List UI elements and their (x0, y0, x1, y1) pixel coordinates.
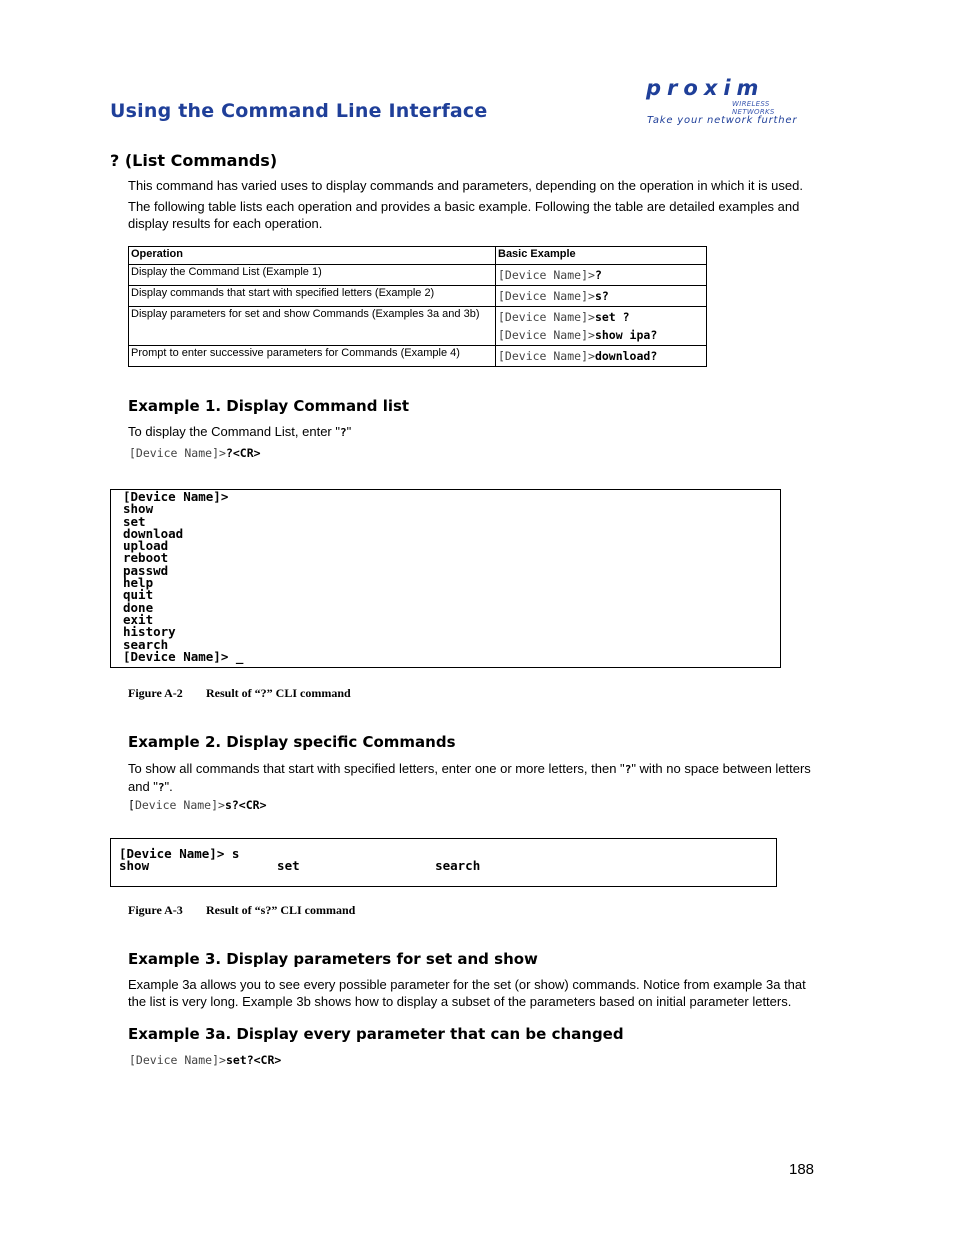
example2-text: To show all commands that start with specified letters, enter one or more letters, then "?" with no space between letters and "?". (128, 761, 811, 794)
figure-a2-caption: Figure A-2 Result of “?” CLI command (128, 686, 351, 700)
table-row (129, 286, 707, 307)
table-header-row (129, 247, 707, 265)
table-header-operation: Operation (129, 247, 496, 265)
chapter-title: Using the Command Line Interface (110, 100, 488, 122)
table-cell-operation: Display parameters for set and show Commands (Examples 3a and 3b) (131, 308, 480, 320)
table-cell-example: [Device Name]>download? (498, 349, 658, 363)
page-number: 188 (789, 1161, 815, 1178)
example1-text: To display the Command List, enter "?" (128, 424, 352, 439)
proxim-logo (640, 70, 810, 130)
section-intro-paragraph: This command has varied uses to display commands and parameters, depending on the operation in which it is used. (128, 178, 803, 193)
example2-title: Example 2. Display specific Commands (128, 733, 456, 751)
table-cell-operation: Prompt to enter successive parameters for Commands (Example 4) (131, 347, 460, 359)
figure-a3-caption: Figure A-3 Result of “s?” CLI command (128, 903, 356, 917)
logo-tagline: Take your network further (647, 115, 798, 126)
section-title: ? (List Commands) (110, 151, 278, 170)
example3a-title: Example 3a. Display every parameter that can be changed (128, 1025, 624, 1043)
example2-command: [Device Name]>s?<CR> (128, 798, 267, 812)
table-row (129, 265, 707, 286)
table-cell-example: [Device Name]>show ipa? (498, 328, 658, 342)
example1-title: Example 1. Display Command list (128, 397, 410, 415)
table-cell-example: [Device Name]>set ? (498, 310, 630, 324)
terminal-text: [Device Name]> show set download upload reboot passwd help quit done exit history search [Device Name]> _ (123, 489, 244, 664)
example1-command: [Device Name]>?<CR> (129, 446, 261, 460)
operations-table (128, 246, 707, 367)
terminal-text: [Device Name]> s show set search (119, 846, 481, 874)
example1-terminal-output (110, 489, 781, 668)
example3a-command: [Device Name]>set?<CR> (129, 1053, 282, 1067)
logo-subtitle: WIRELESS NETWORKS (732, 100, 775, 116)
table-cell-example: [Device Name]>s? (498, 289, 609, 303)
table-row (129, 307, 707, 346)
table-cell-operation: Display the Command List (Example 1) (131, 266, 322, 278)
example3-title: Example 3. Display parameters for set and show (128, 950, 538, 968)
table-header-example: Basic Example (496, 247, 707, 265)
logo-wordmark: proxim (646, 76, 765, 100)
table-row (129, 346, 707, 367)
table-cell-operation: Display commands that start with specified letters (Example 2) (131, 287, 435, 299)
example3-text: Example 3a allows you to see every possible parameter for the set (or show) commands. Notice from example 3a that the list is very long. Example 3b shows how to display a subset of the parameters based on initial parameter letters. (128, 977, 806, 1009)
section-table-intro-paragraph: The following table lists each operation and provides a basic example. Following the table are detailed examples and display results for each operation. (128, 199, 800, 231)
table-cell-example: [Device Name]>? (498, 268, 602, 282)
example2-terminal-output (110, 838, 777, 887)
